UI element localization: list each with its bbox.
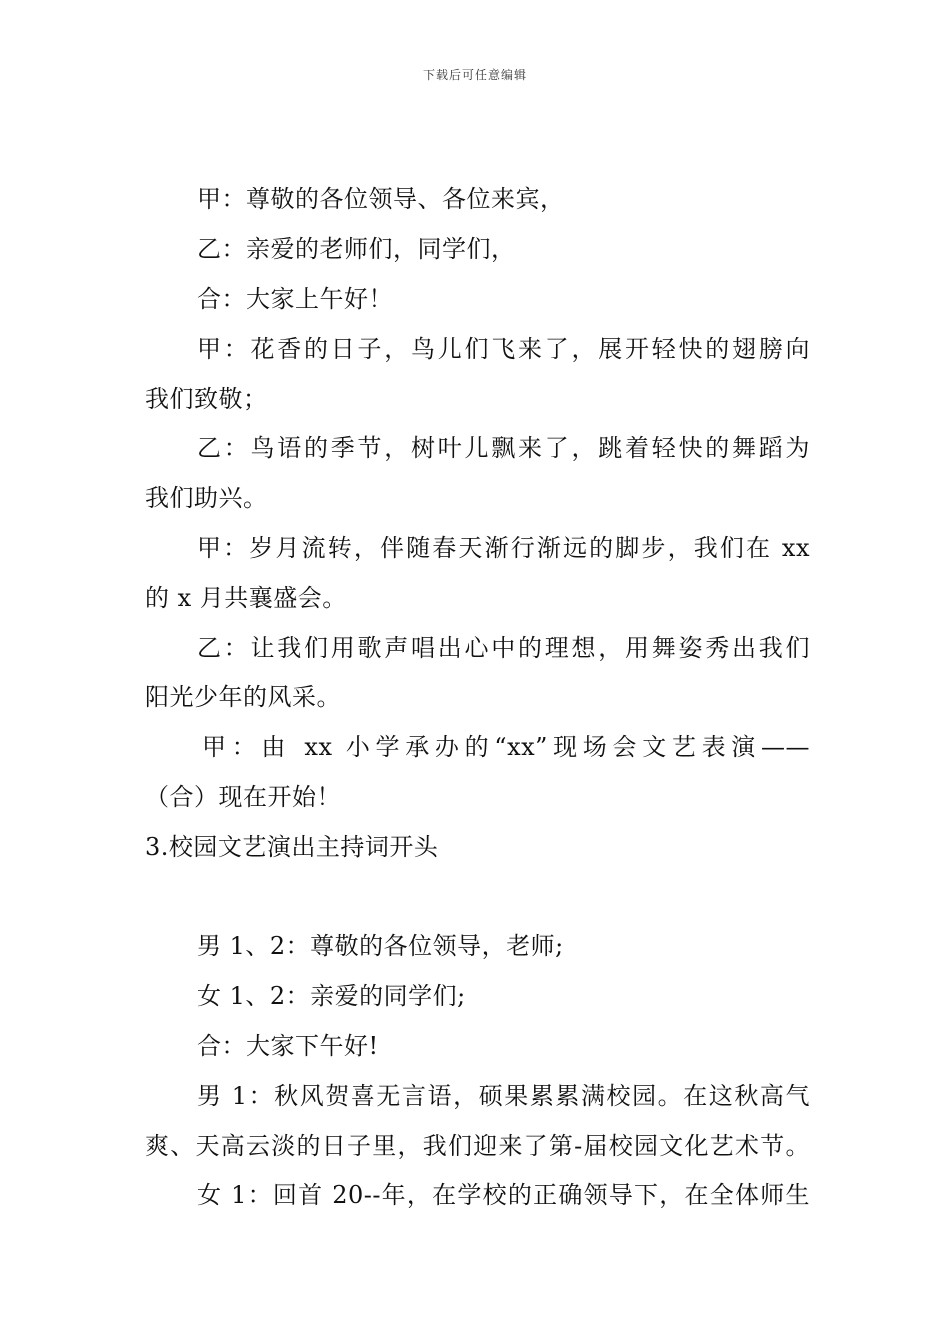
paragraph-line: 甲：岁月流转，伴随春天渐行渐远的脚步，我们在 xx (197, 534, 810, 562)
section-heading: 3.校园文艺演出主持词开头 (145, 833, 439, 861)
paragraph-line: 合：大家上午好！ (197, 285, 393, 313)
paragraph-line: 甲：花香的日子，鸟儿们飞来了，展开轻快的翅膀向 (197, 335, 810, 363)
paragraph-line: 女 1：回首 20--年，在学校的正确领导下，在全体师生 (197, 1181, 810, 1209)
paragraph-line: 我们助兴。 (145, 484, 268, 512)
paragraph-line: 甲：由 xx 小学承办的“xx”现场会文艺表演—— (202, 733, 810, 761)
paragraph-line: 男 1、2：尊敬的各位领导，老师; (197, 932, 564, 960)
paragraph-line: 乙：亲爱的老师们，同学们， (197, 235, 516, 263)
paragraph-line: 乙：鸟语的季节，树叶儿飘来了，跳着轻快的舞蹈为 (197, 434, 810, 462)
page-header: 下载后可任意编辑 (422, 68, 527, 82)
paragraph-line: 合：大家下午好! (197, 1032, 379, 1060)
paragraph-line: 爽、天高云淡的日子里，我们迎来了第-届校园文化艺术节。 (145, 1132, 810, 1160)
paragraph-line: 的 x 月共襄盛会。 (145, 584, 347, 612)
paragraph-line: 女 1、2：亲爱的同学们; (197, 982, 466, 1010)
paragraph-line: （合）现在开始！ (145, 783, 341, 811)
paragraph-line: 我们致敬； (145, 385, 268, 413)
paragraph-line: 男 1：秋风贺喜无言语，硕果累累满校园。在这秋高气 (197, 1082, 810, 1110)
paragraph-line: 甲：尊敬的各位领导、各位来宾， (197, 185, 565, 213)
paragraph-line: 阳光少年的风采。 (145, 683, 341, 711)
paragraph-line: 乙：让我们用歌声唱出心中的理想，用舞姿秀出我们 (197, 634, 810, 662)
